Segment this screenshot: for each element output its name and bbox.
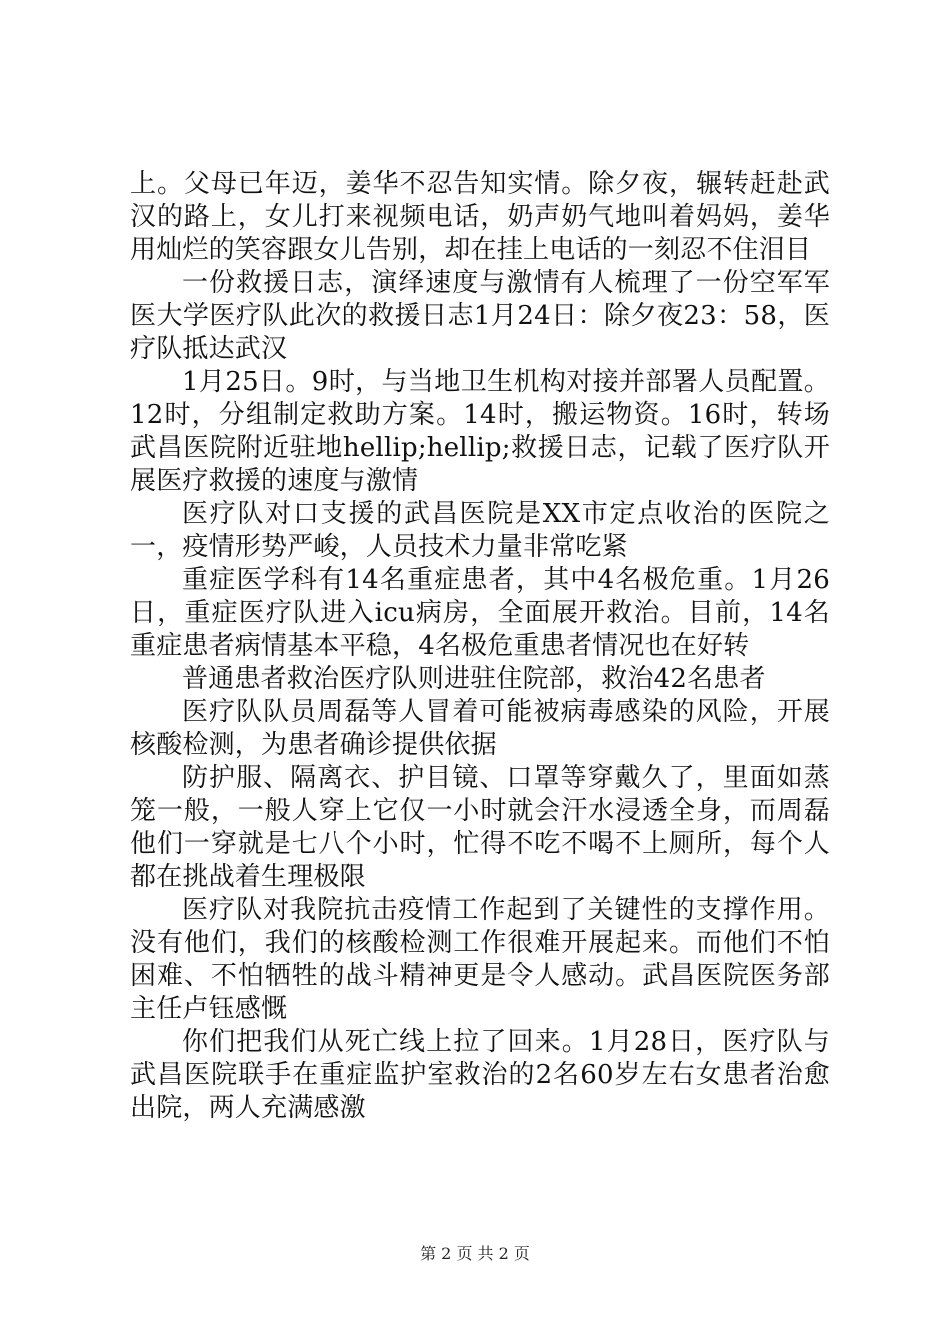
paragraph: 防护服、隔离衣、护目镜、口罩等穿戴久了，里面如蒸笼一般，一般人穿上它仅一小时就会汗水浸透全身，而周磊他们一穿就是七八个小时，忙得不吃不喝不上厕所，每个人都在挑战着生理极限	[130, 763, 830, 892]
paragraph: 一份救援日志，演绎速度与激情有人梳理了一份空军军医大学医疗队此次的救援日志1月24日：除夕夜23：58，医疗队抵达武汉	[130, 268, 830, 364]
document-body	[130, 168, 830, 1125]
paragraph: 重症医学科有14名重症患者，其中4名极危重。1月26日，重症医疗队进入icu病房，全面展开救治。目前，14名重症患者病情基本平稳，4名极危重患者情况也在好转	[130, 565, 830, 661]
page-footer: 第 2 页 共 2 页	[420, 1244, 530, 1263]
paragraph: 医疗队队员周磊等人冒着可能被病毒感染的风险，开展核酸检测，为患者确诊提供依据	[130, 697, 830, 760]
paragraph: 上。父母已年迈，姜华不忍告知实情。除夕夜，辗转赶赴武汉的路上，女儿打来视频电话，奶声奶气地叫着妈妈，姜华用灿烂的笑容跟女儿告别，却在挂上电话的一刻忍不住泪目	[130, 169, 830, 265]
paragraph: 1月25日。9时，与当地卫生机构对接并部署人员配置。12时，分组制定救助方案。14时，搬运物资。16时，转场武昌医院附近驻地hellip;hellip;救援日志，记载了医疗队开展医疗救援的速度与激情	[130, 367, 830, 496]
paragraph: 你们把我们从死亡线上拉了回来。1月28日，医疗队与武昌医院联手在重症监护室救治的2名60岁左右女患者治愈出院，两人充满感激	[130, 1027, 830, 1123]
paragraph: 医疗队对口支援的武昌医院是XX市定点收治的医院之一，疫情形势严峻，人员技术力量非常吃紧	[130, 499, 830, 562]
paragraph: 普通患者救治医疗队则进驻住院部，救治42名患者	[182, 664, 766, 694]
paragraph: 医疗队对我院抗击疫情工作起到了关键性的支撑作用。没有他们，我们的核酸检测工作很难开展起来。而他们不怕困难、不怕牺牲的战斗精神更是令人感动。武昌医院医务部主任卢钰感慨	[130, 895, 830, 1024]
